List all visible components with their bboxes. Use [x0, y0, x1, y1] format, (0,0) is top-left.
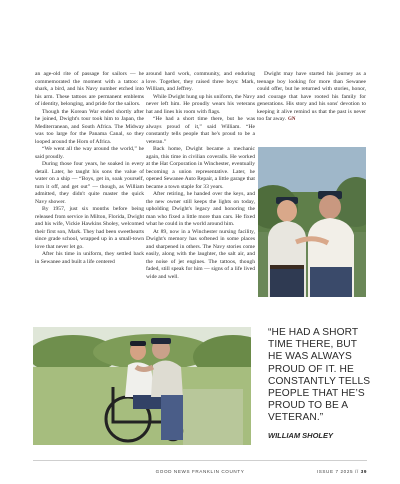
paragraph: Back home, Dwight became a mechanic again, this time in civilian coveralls. He worked at the Hat Corporation in Winchester, eventually becoming a union representative. Later, he opened Sewanee Auto Repair, a little garage that became a town staple for 33 years. [146, 146, 255, 190]
article-column-2 [146, 71, 255, 281]
paragraph: While Dwight hung up his uniform, the Navy never left him. He proudly wears his veterans hat and lines his room with flags. [146, 93, 255, 115]
footer-issue-label: ISSUE 7 2025 [316, 469, 354, 474]
article-column-3 [257, 71, 366, 124]
pull-quote: “HE HAD A SHORT TIME THERE, BUT HE WAS ALWAYS PROUD OF IT. HE CONSTANTLY TELLS PEOPLE THAT HE’S PROUD TO BE A VETERAN.” [268, 327, 371, 424]
paragraph: At 89, now in a Winchester nursing facility, Dwight's memory has softened in some places and sharpened in others. The Navy stories come easily, along with the laughter, the salt air, and the noise of jet engines. The tattoos, though faded, still speak for him — signs of a life lived wide and well. [146, 228, 255, 280]
footer-issue-info [317, 469, 367, 474]
photo-wheelchair-embrace [33, 327, 251, 445]
photo-veterans-portrait [258, 147, 366, 297]
closing-paragraph-text: Dwight may have started his journey as a teenage boy looking for more than Sewanee could offer, but he returned with stories, honor, and courage that have rooted his family for generations. His story and his sons' devotion to keeping it alive remind us that the past is never too far away. [257, 71, 366, 122]
end-mark: GN [288, 117, 296, 122]
article-column-1 [35, 71, 144, 266]
paragraph: “We went all the way around the world,” he said proudly. [35, 146, 144, 160]
footer-separator: // [355, 469, 359, 474]
footer-publication-name: GOOD NEWS FRANKLIN COUNTY [155, 469, 245, 474]
paragraph: By 1957, just six months before being released from service in Milton, Florida, Dwight and his wife, Vickie Hawkins Sholey, welcomed their first son, Mark. They had been sweethearts since grade school, wrapped up in a small-town love that never let go. [35, 206, 144, 250]
paragraph: During those four years, he soaked in every detail. Later, he taught his sons the value of water on a ship — “Boys, get in, soak yourself, turn it off, and get out” — though, as William admitted, they didn't quite master the quick Navy shower. [35, 161, 144, 205]
paragraph: an age-old rite of passage for sailors — he commemorated the moment with a tattoo: a shark, a bird, and his Navy number etched into his arm. These tattoos are permanent emblems of identity, belonging, and pride for the sailors. [35, 71, 144, 107]
paragraph: After retiring, he handed over the keys, and the new owner still keeps the lights on today, upholding Dwight's legacy and honoring the man who fixed a little more than cars. He fixed what he could in the world around him. [146, 191, 255, 227]
paragraph: After his time in uniform, they settled back in Sewanee and built a life centered [35, 251, 144, 265]
paragraph: around hard work, community, and enduring love. Together, they raised three boys: Mark, William, and Jeffrey. [146, 71, 255, 92]
page-number: 39 [360, 469, 367, 474]
pull-quote-attribution: WILLIAM SHOLEY [268, 431, 333, 440]
paragraph [257, 71, 366, 124]
footer-divider [33, 460, 367, 461]
paragraph: “He had a short time there, but he was always proud of it,” said William. “He constantly tells people that he's proud to be a veteran.” [146, 116, 255, 145]
paragraph: Though the Korean War ended shortly after he joined, Dwight's tour took him to Japan, the Mediterranean, and South Africa. The Midway was too large for the Panama Canal, so they looped around the Horn of Africa. [35, 108, 144, 145]
